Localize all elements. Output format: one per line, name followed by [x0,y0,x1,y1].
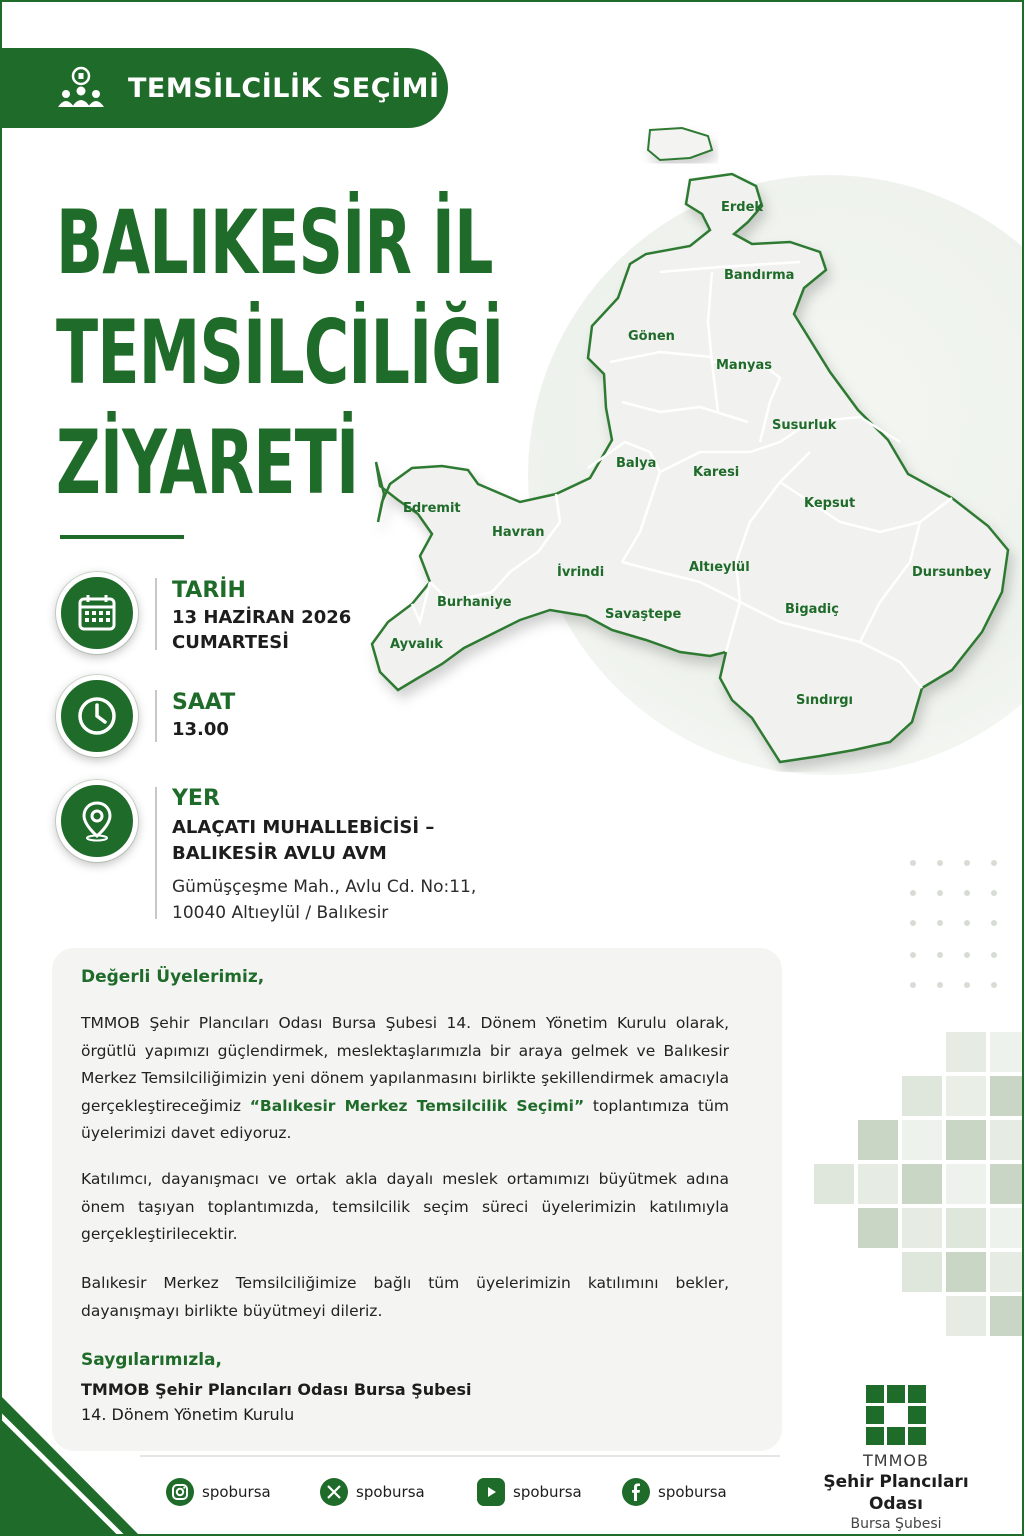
paragraph-1-highlight: “Balıkesir Merkez Temsilcilik Seçimi” [249,1096,585,1115]
district-ivrindi: İvrindi [557,565,605,580]
place-name-line2: BALIKESİR AVLU AVM [172,843,387,864]
brand-line-3: Bursa Şubesi [850,1516,942,1532]
title-underline [60,535,184,539]
signature-board: 14. Dönem Yönetim Kurulu [81,1405,295,1424]
clock-badge [56,675,138,757]
district-manyas: Manyas [716,358,772,373]
spo-logo [866,1385,926,1445]
calendar-icon [75,591,119,635]
district-savastepe: Savaştepe [605,607,682,622]
people-vote-icon [56,63,106,113]
title-line-1: BALIKESİR İL [56,191,493,294]
district-edremit: Edremit [403,501,461,516]
location-pin-icon [75,799,119,843]
address-line2: 10040 Altıeylül / Balıkesir [172,903,389,923]
x-handle: spobursa [356,1483,425,1501]
title-line-3: ZİYARETİ [56,411,359,514]
balikesir-map [360,122,1020,772]
district-kepsut: Kepsut [804,496,856,511]
title-line-2: TEMSİLCİLİĞİ [56,301,504,404]
district-sindirgi: Sındırgı [796,693,854,708]
header-banner [0,48,448,128]
banner-text: TEMSİLCİLİK SEÇİMİ [128,72,440,104]
district-havran: Havran [492,525,545,540]
district-susurluk: Susurluk [772,418,837,433]
letter-closing: Saygılarımızla, [81,1350,222,1370]
district-karesi: Karesi [693,465,740,480]
social-facebook[interactable] [622,1478,727,1506]
district-erdek: Erdek [721,200,764,215]
corner-decoration [0,1395,140,1536]
date-label: TARİH [172,578,246,603]
x-icon [320,1478,348,1506]
instagram-icon [166,1478,194,1506]
time-divider [155,690,157,742]
brand-block [796,1385,996,1533]
map-shape [360,122,1020,772]
district-gonen: Gönen [628,329,675,344]
facebook-icon [622,1478,650,1506]
social-youtube[interactable] [477,1478,582,1506]
date-value: 13 HAZİRAN 2026 [172,607,352,628]
youtube-icon [477,1478,505,1506]
letter-paragraph-3: Balıkesir Merkez Temsilciliğimize bağlı tüm üyelerimizin katılımını bekler, dayanışmayı birlikte büyütmeyi dileriz. [81,1274,729,1320]
time-label: SAAT [172,690,236,715]
letter-greeting: Değerli Üyelerimiz, [81,967,265,987]
letter-paragraph-2: Katılımcı, dayanışmacı ve ortak akla dayalı meslek ortamımızı büyütmek adına önem taşıyan toplantımızda, temsilcilik seçim süreci üyelerimizin katılımıyla gerçekleştirilecektir. [81,1170,729,1243]
district-bigadic: Bigadiç [785,602,839,617]
clock-icon [75,694,119,738]
signature-organization: TMMOB Şehir Plancıları Odası Bursa Şubesi [81,1380,472,1399]
facebook-handle: spobursa [658,1483,727,1501]
district-balya: Balya [616,456,657,471]
paragraph-1-text: TMMOB Şehir Plancıları Odası Bursa Şubesi 14. Dönem Yönetim Kurulu olarak, örgütlü yapımızı güçlendirmek, meslektaşlarımızla bir araya gelmek ve Balıkesir Merkez Temsilciliğimizin yeni dönem yapılanmasını birlikte şekillendirmek amacıyla gerçekleştireceğimiz [81,1014,729,1115]
place-label: YER [172,786,220,811]
district-bandirma: Bandırma [724,268,795,283]
district-burhaniye: Burhaniye [437,595,512,610]
district-ayvalik: Ayvalık [390,637,443,652]
district-altieylul: Altıeylül [689,560,750,575]
paragraph-1-text-end: toplantımıza tüm üyelerimizi davet ediyoruz. [81,1096,730,1142]
day-value: CUMARTESİ [172,632,289,653]
social-instagram[interactable] [166,1478,271,1506]
footer-divider [140,1455,780,1457]
date-divider [155,578,157,650]
social-x[interactable] [320,1478,425,1506]
youtube-handle: spobursa [513,1483,582,1501]
letter-paragraph-1 [81,1010,729,1148]
location-badge [56,780,138,862]
time-value: 13.00 [172,719,229,740]
address-line1: Gümüşçeşme Mah., Avlu Cd. No:11, [172,877,477,897]
decorative-dots [906,856,1006,996]
brand-line-2: Şehir Plancıları Odası [823,1472,969,1514]
instagram-handle: spobursa [202,1483,271,1501]
place-divider [155,787,157,919]
brand-line-1: TMMOB [863,1451,929,1470]
place-name-line1: ALAÇATI MUHALLEBİCİSİ – [172,817,435,838]
calendar-badge [56,572,138,654]
district-dursunbey: Dursunbey [912,565,992,580]
